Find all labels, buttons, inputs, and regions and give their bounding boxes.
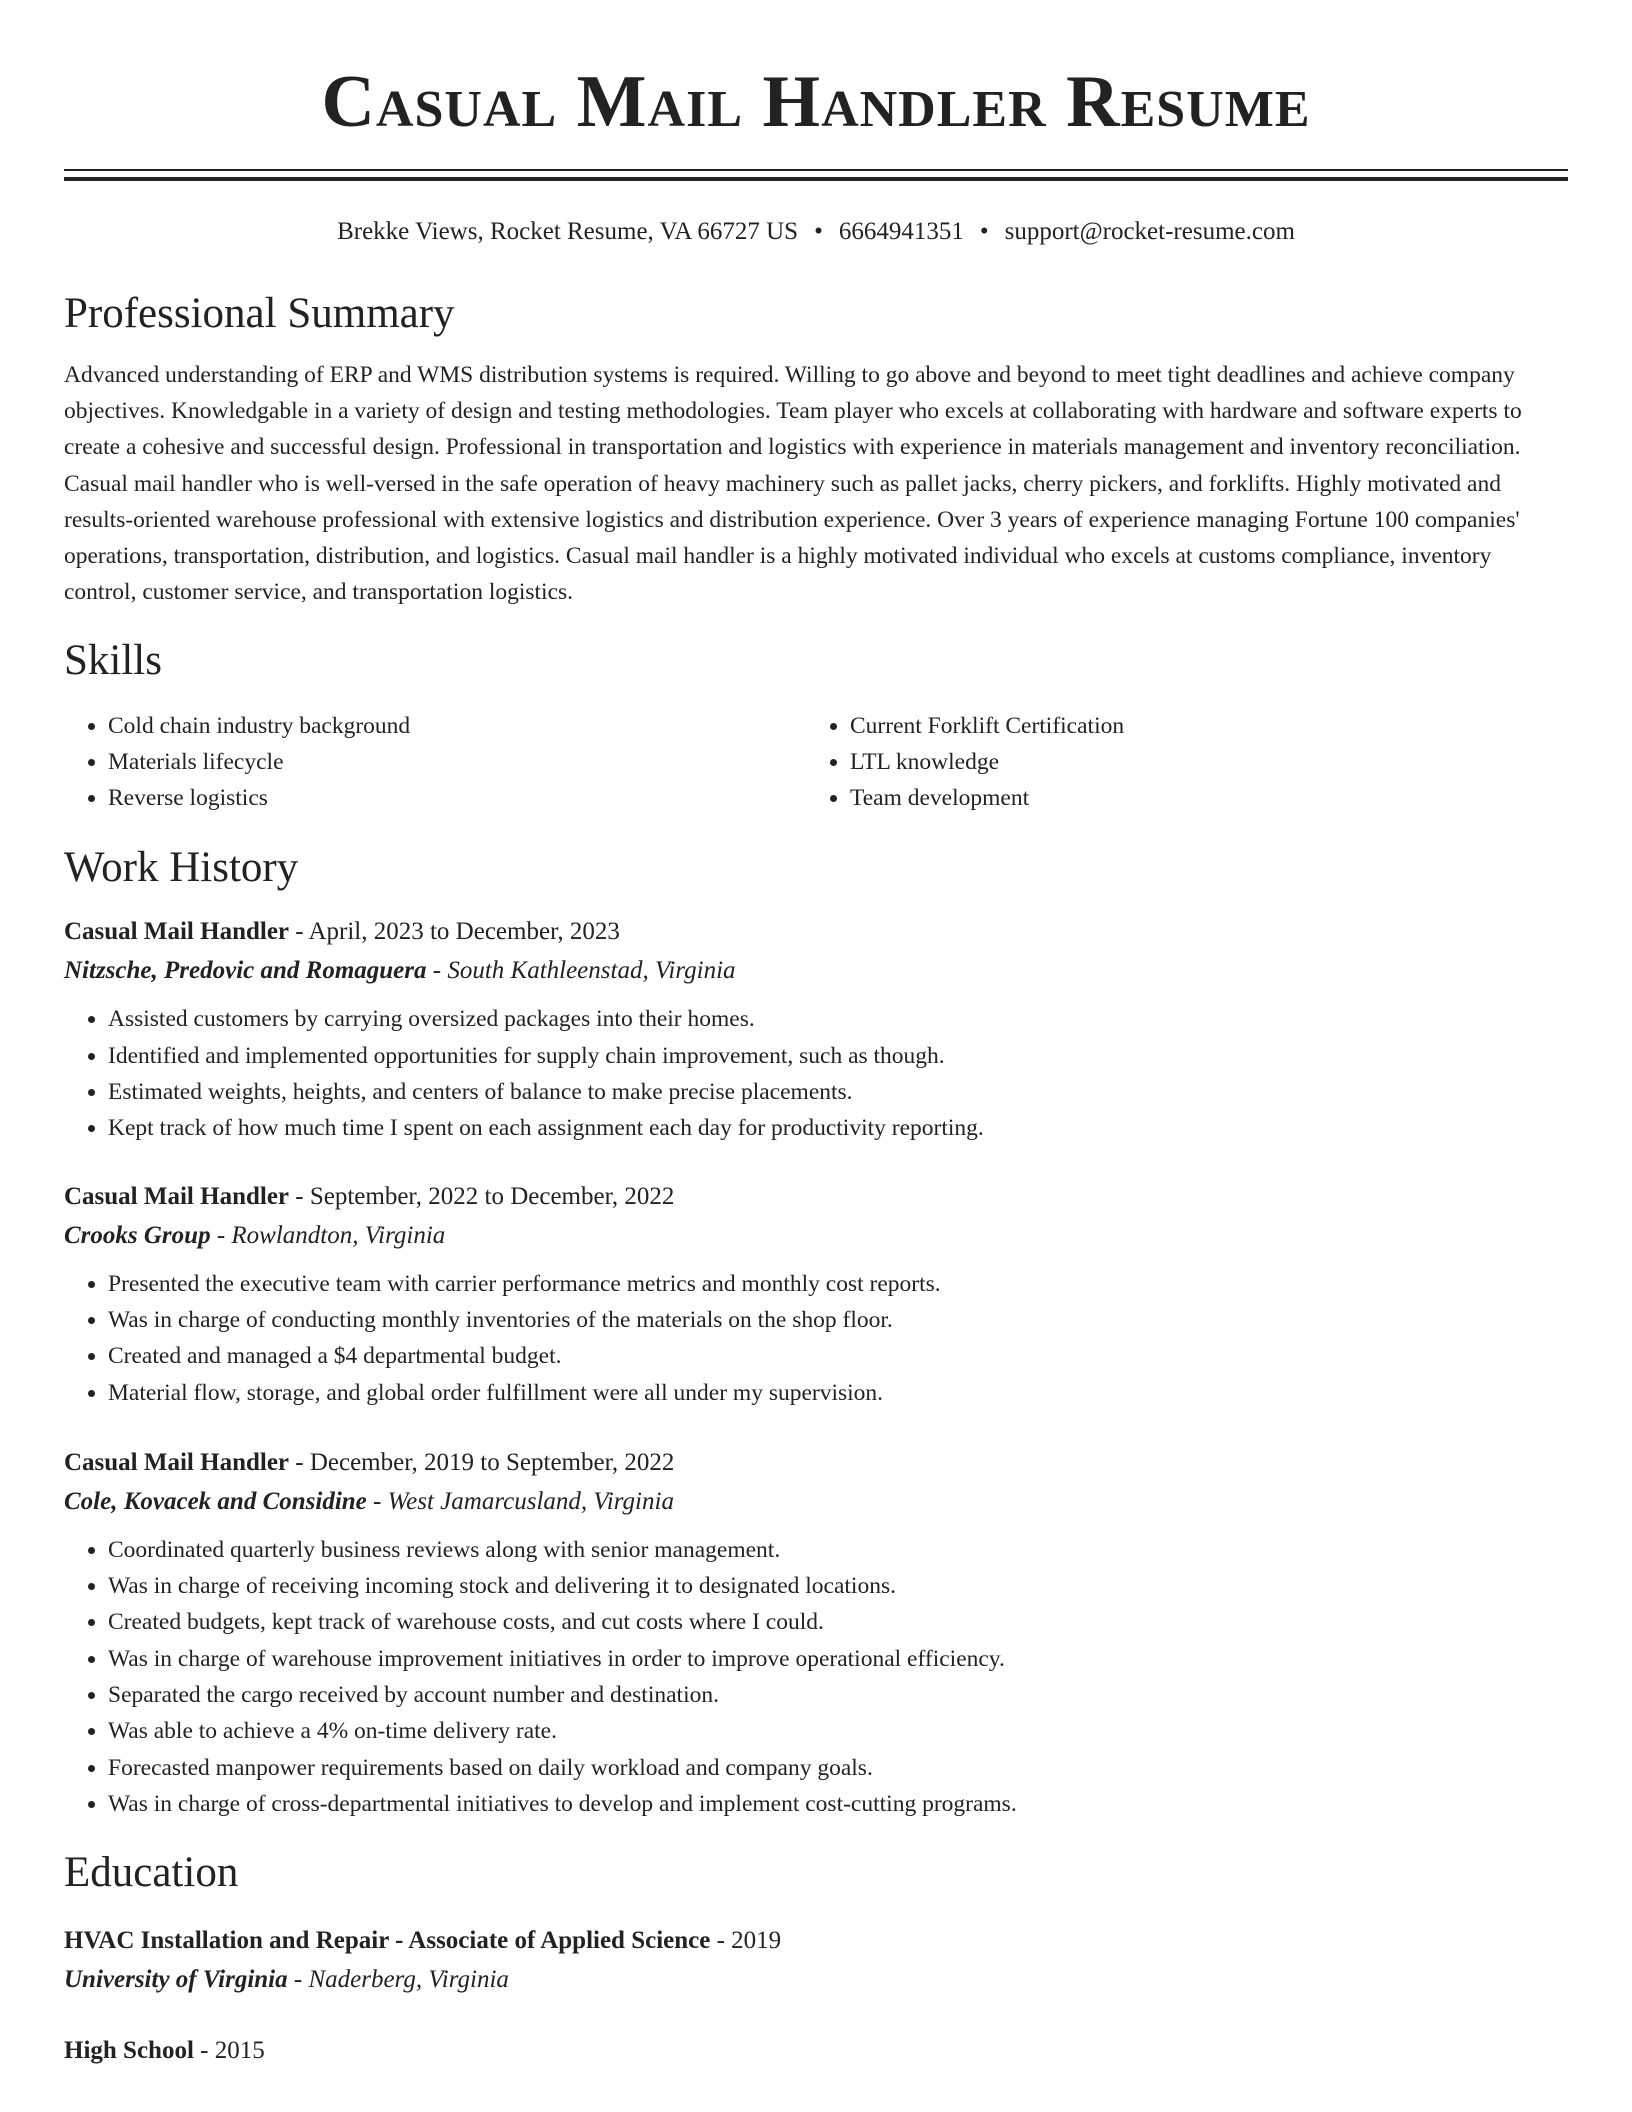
contact-separator: • — [814, 218, 823, 245]
contact-address: Brekke Views, Rocket Resume, VA 66727 US — [337, 218, 799, 245]
job-dates: - December, 2019 to September, 2022 — [289, 1448, 675, 1476]
job-title: Casual Mail Handler — [64, 1182, 290, 1210]
job-duty: • Was in charge of conducting monthly inventories of the materials on the shop floor. — [108, 1302, 1568, 1338]
summary-text: Advanced understanding of ERP and WMS distribution systems is required. Willing to go above and beyond to meet tight deadlines and achieve company objectives. Knowledgable in a variety of design and testing methodologies. Team player who excels at collaborating with hardware and software experts to create a cohesive and successful design. Professional in transportation and logistics with experience in materials management and inventory reconciliation. Casual mail handler who is well-versed in the safe operation of heavy machinery such as pallet jacks, cherry pickers, and forklifts. Highly motivated and results-oriented warehouse professional with extensive logistics and distribution experience. Over 3 years of experience managing Fortune 100 companies' operations, transportation, distribution, and logistics. Casual mail handler is a highly motivated individual who excels at customs compliance, inventory control, customer service, and transportation logistics. — [64, 362, 1522, 606]
job-header — [64, 1444, 1568, 1482]
job-company: Nitzsche, Predovic and Romaguera — [64, 957, 427, 985]
title-rule-thin — [64, 169, 1568, 171]
job-duty: • Presented the executive team with carrier performance metrics and monthly cost reports. — [108, 1266, 1568, 1302]
education-school: University of Virginia — [64, 1966, 288, 1994]
job-duty: • Estimated weights, heights, and centers of balance to make precise placements. — [108, 1074, 1568, 1110]
section-heading-summary: Professional Summary — [64, 290, 455, 337]
skills-column-right — [806, 708, 1548, 816]
skill-item: • Materials lifecycle — [108, 744, 806, 780]
job-employer — [64, 1216, 1568, 1256]
job-duty: • Coordinated quarterly business reviews along with senior management. — [108, 1532, 1568, 1568]
resume-title: Casual Mail Handler Resume — [321, 61, 1311, 143]
job-duty: • Created budgets, kept track of warehouse costs, and cut costs where I could. — [108, 1604, 1568, 1640]
job-employer — [64, 1482, 1568, 1522]
job-header — [64, 913, 1568, 951]
job-duties — [64, 1001, 1568, 1146]
job-location: - South Kathleenstad, Virginia — [426, 957, 736, 985]
job-duty: • Material flow, storage, and global order fulfillment were all under my supervision. — [108, 1375, 1568, 1411]
job-duty: • Was in charge of receiving incoming stock and delivering it to designated locations. — [108, 1568, 1568, 1604]
job-duty: • Created and managed a $4 departmental budget. — [108, 1338, 1568, 1374]
education-degree: High School — [64, 2037, 194, 2065]
education-entry — [64, 2032, 1568, 2070]
job-duty: • Was able to achieve a 4% on-time delivery rate. — [108, 1713, 1568, 1749]
skill-item: • Cold chain industry background — [108, 708, 806, 744]
section-heading-skills: Skills — [64, 637, 162, 685]
contact-line — [64, 216, 1568, 248]
job-duties — [64, 1532, 1568, 1822]
job-dates: - April, 2023 to December, 2023 — [289, 918, 620, 946]
section-heading-work-history: Work History — [64, 844, 299, 892]
resume-page — [64, 0, 1568, 2070]
job-entry — [64, 913, 1568, 1146]
job-employer — [64, 951, 1568, 991]
contact-phone: 6664941351 — [838, 218, 964, 245]
job-entry — [64, 1444, 1568, 1822]
job-duty: • Separated the cargo received by account number and destination. — [108, 1677, 1568, 1713]
job-location: - West Jamarcusland, Virginia — [366, 1487, 674, 1515]
skills-column-left — [64, 708, 806, 816]
skill-item: • Reverse logistics — [108, 780, 806, 816]
education-year: - 2019 — [710, 1927, 782, 1955]
skill-item: • Current Forklift Certification — [850, 708, 1548, 744]
job-header — [64, 1178, 1568, 1216]
education-entry — [64, 1922, 1568, 2000]
job-duty: • Assisted customers by carrying oversized packages into their homes. — [108, 1001, 1568, 1037]
education-header — [64, 1922, 1568, 1960]
education-location: - Naderberg, Virginia — [287, 1966, 509, 1994]
job-company: Cole, Kovacek and Considine — [64, 1487, 367, 1515]
job-company: Crooks Group — [64, 1221, 211, 1249]
job-duty: • Was in charge of warehouse improvement initiatives in order to improve operational efficiency. — [108, 1641, 1568, 1677]
skill-item: • Team development — [850, 780, 1548, 816]
education-institution — [64, 1960, 1568, 2000]
skill-item: • LTL knowledge — [850, 744, 1548, 780]
education-degree: HVAC Installation and Repair - Associate of Applied Science — [64, 1927, 711, 1955]
education-year: - 2015 — [193, 2037, 265, 2065]
job-title: Casual Mail Handler — [64, 1448, 290, 1476]
job-entry — [64, 1178, 1568, 1411]
job-title: Casual Mail Handler — [64, 918, 290, 946]
section-heading-education: Education — [64, 1849, 239, 1897]
job-dates: - September, 2022 to December, 2022 — [289, 1182, 675, 1210]
job-duty: • Forecasted manpower requirements based on daily workload and company goals. — [108, 1750, 1568, 1786]
job-location: - Rowlandton, Virginia — [210, 1221, 446, 1249]
job-duty: • Kept track of how much time I spent on each assignment each day for productivity reporting. — [108, 1110, 1568, 1146]
contact-separator: • — [979, 218, 989, 245]
job-duty: • Was in charge of cross-departmental initiatives to develop and implement cost-cutting programs. — [108, 1786, 1568, 1822]
education-header — [64, 2032, 1568, 2070]
skills-list — [64, 708, 1568, 816]
title-rule-thick — [64, 177, 1568, 181]
job-duties — [64, 1266, 1568, 1411]
contact-email: support@rocket-resume.com — [1004, 218, 1295, 245]
job-duty: • Identified and implemented opportunities for supply chain improvement, such as though. — [108, 1038, 1568, 1074]
